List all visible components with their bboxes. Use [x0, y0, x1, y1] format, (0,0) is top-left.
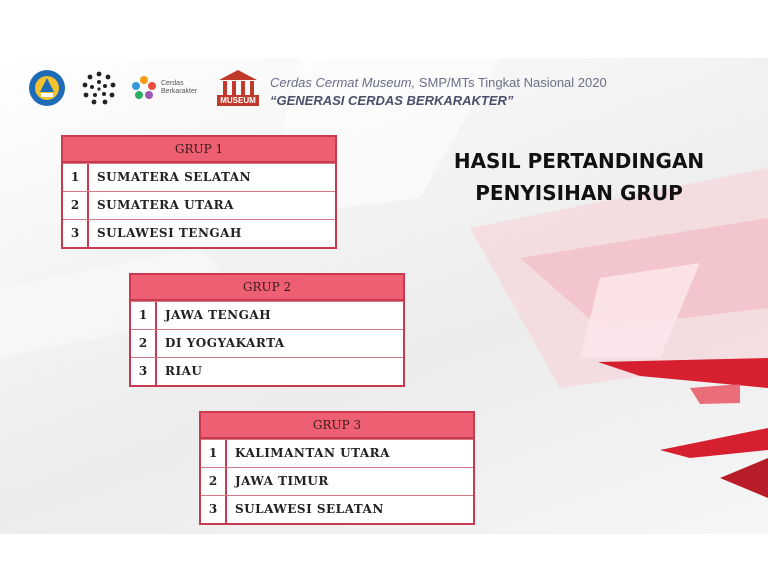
page-title-line2: PENYISIHAN GRUP — [475, 181, 683, 205]
dots-logo-icon — [79, 68, 119, 108]
kemdikbud-logo-icon — [27, 68, 67, 108]
row-number: 3 — [131, 358, 157, 385]
table-row — [131, 357, 403, 385]
province-name: SUMATERA SELATAN — [97, 170, 252, 184]
table-row — [63, 219, 335, 247]
row-number: 3 — [63, 220, 89, 247]
table-row — [201, 495, 473, 523]
row-number: 3 — [201, 496, 227, 523]
event-title — [270, 75, 607, 90]
slide — [0, 58, 768, 534]
province-name: JAWA TIMUR — [235, 474, 329, 488]
province-name: SULAWESI TENGAH — [97, 226, 242, 240]
table-row — [201, 439, 473, 467]
province-name: RIAU — [165, 364, 203, 378]
province-name: KALIMANTAN UTARA — [235, 446, 390, 460]
table-row — [63, 191, 335, 219]
page-title-line1: HASIL PERTANDINGAN — [453, 149, 705, 173]
table-row — [201, 467, 473, 495]
province-name: DI YOGYAKARTA — [165, 336, 285, 350]
table-row — [131, 301, 403, 329]
province-name: SULAWESI SELATAN — [235, 502, 384, 516]
row-number: 2 — [63, 192, 89, 219]
table-row — [131, 329, 403, 357]
group-table-1 — [61, 135, 337, 249]
museum-building-icon — [215, 68, 261, 96]
province-name: SUMATERA UTARA — [97, 198, 234, 212]
row-number: 1 — [201, 440, 227, 467]
row-number: 2 — [131, 330, 157, 357]
event-theme: “GENERASI CERDAS BERKARAKTER” — [270, 93, 514, 108]
event-heading — [270, 75, 607, 108]
cerdas-logo-text: Cerdas Berkarakter — [161, 80, 198, 95]
group-header: GRUP 1 — [63, 137, 335, 163]
group-table-3 — [199, 411, 475, 525]
cerdas-berkarakter-logo — [131, 75, 203, 101]
page-title — [420, 145, 738, 209]
event-title-italic: Cerdas Cermat Museum, — [270, 75, 416, 90]
table-row — [63, 163, 335, 191]
museum-logo — [215, 68, 261, 108]
event-title-rest: SMP/MTs Tingkat Nasional 2020 — [415, 75, 607, 90]
province-name: JAWA TENGAH — [165, 308, 272, 322]
star-flower-icon — [131, 75, 157, 101]
group-header: GRUP 2 — [131, 275, 403, 301]
row-number: 1 — [131, 302, 157, 329]
row-number: 1 — [63, 164, 89, 191]
group-header: GRUP 3 — [201, 413, 473, 439]
museum-logo-text: MUSEUM — [217, 95, 259, 106]
logo-bar — [27, 66, 261, 110]
group-table-2 — [129, 273, 405, 387]
row-number: 2 — [201, 468, 227, 495]
